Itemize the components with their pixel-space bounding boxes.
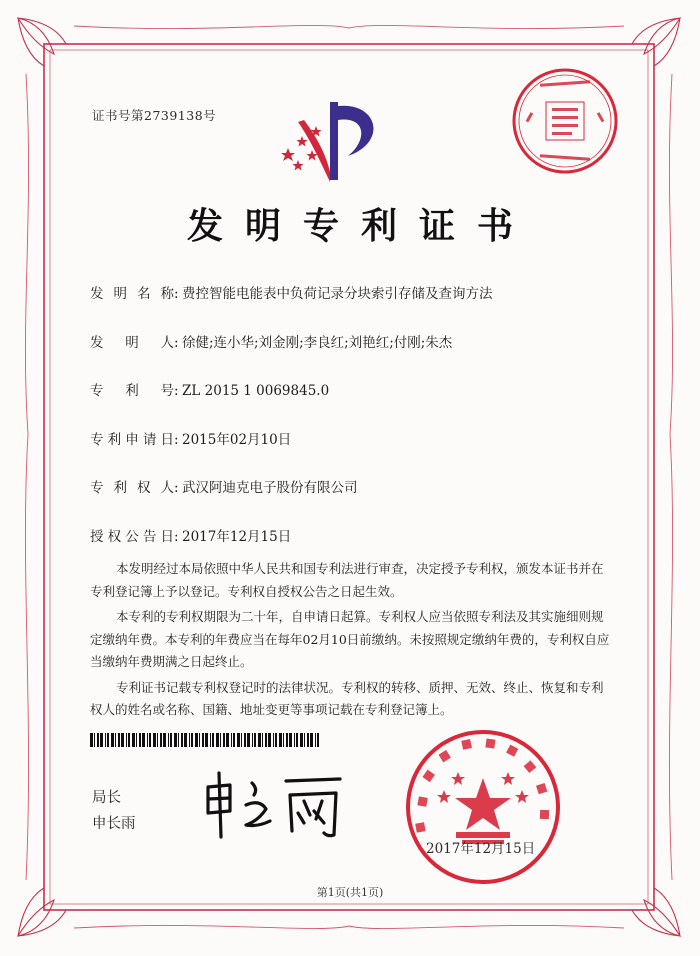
patent-office-logo bbox=[278, 96, 388, 186]
seal-issue-date: 2017年12月15日 bbox=[426, 841, 536, 857]
field-value: 2017年12月15日 bbox=[182, 528, 292, 545]
field-label: 专 利 权 人 bbox=[90, 480, 174, 496]
field-label: 专 利 申 请 日 bbox=[90, 431, 174, 448]
director-title: 局长 bbox=[92, 790, 121, 806]
certificate-body-text bbox=[90, 558, 610, 722]
field-patentee: 专 利 权 人 : 武汉阿迪克电子股份有限公司 bbox=[90, 476, 650, 525]
field-value: 武汉阿迪克电子股份有限公司 bbox=[182, 480, 358, 496]
field-grant-date: 授 权 公 告 日 : 2017年12月15日 bbox=[90, 525, 650, 574]
field-invention-name: 发 明 名 称 : 费控智能电能表中负荷记录分块索引存储及查询方法 bbox=[90, 282, 650, 331]
certificate-number: 证书号第2739138号 bbox=[92, 108, 217, 123]
certificate-title: 发明专利证书 bbox=[186, 205, 535, 247]
field-value: 徐健;连小华;刘金刚;李良红;刘艳红;付刚;朱杰 bbox=[182, 334, 453, 351]
field-value: ZL 2015 1 0069845.0 bbox=[182, 383, 330, 399]
field-label: 专 利 号 bbox=[90, 383, 174, 399]
field-label: 授 权 公 告 日 bbox=[90, 528, 174, 545]
body-paragraph: 本发明经过本局依照中华人民共和国专利法进行审查，决定授予专利权，颁发本证书并在专利登记簿上予以登记。专利权自授权公告之日起生效。 bbox=[90, 561, 604, 599]
field-filing-date: 专 利 申 请 日 : 2015年02月10日 bbox=[90, 428, 650, 477]
field-inventors: 发 明 人 : 徐健;连小华;刘金刚;李良红;刘艳红;付刚;朱杰 bbox=[90, 331, 650, 380]
field-label: 发 明 人 bbox=[90, 334, 174, 351]
certificate-fields bbox=[90, 282, 650, 573]
field-value: 费控智能电能表中负荷记录分块索引存储及查询方法 bbox=[182, 286, 493, 302]
director-name: 申长雨 bbox=[92, 816, 136, 832]
field-value: 2015年02月10日 bbox=[182, 431, 292, 448]
page-footer: 第1页(共1页) bbox=[316, 886, 384, 899]
tax-stamp-seal bbox=[510, 66, 620, 176]
director-signature bbox=[200, 765, 350, 845]
body-paragraph: 本专利的专利权期限为二十年，自申请日起算。专利权人应当依照专利法及其实施细则规定缴纳年费。本专利的年费应当在每年02月10日前缴纳。未按照规定缴纳年费的，专利权自应当缴纳年费期满之日起终止。 bbox=[90, 609, 610, 669]
official-seal bbox=[404, 728, 562, 886]
body-paragraph: 专利证书记载专利权登记时的法律状况。专利权的转移、质押、无效、终止、恢复和专利权人的姓名或名称、国籍、地址变更等事项记载在专利登记簿上。 bbox=[90, 679, 604, 717]
barcode bbox=[90, 733, 322, 747]
field-label: 发 明 名 称 bbox=[90, 286, 174, 302]
field-patent-number: 专 利 号 : ZL 2015 1 0069845.0 bbox=[90, 379, 650, 428]
